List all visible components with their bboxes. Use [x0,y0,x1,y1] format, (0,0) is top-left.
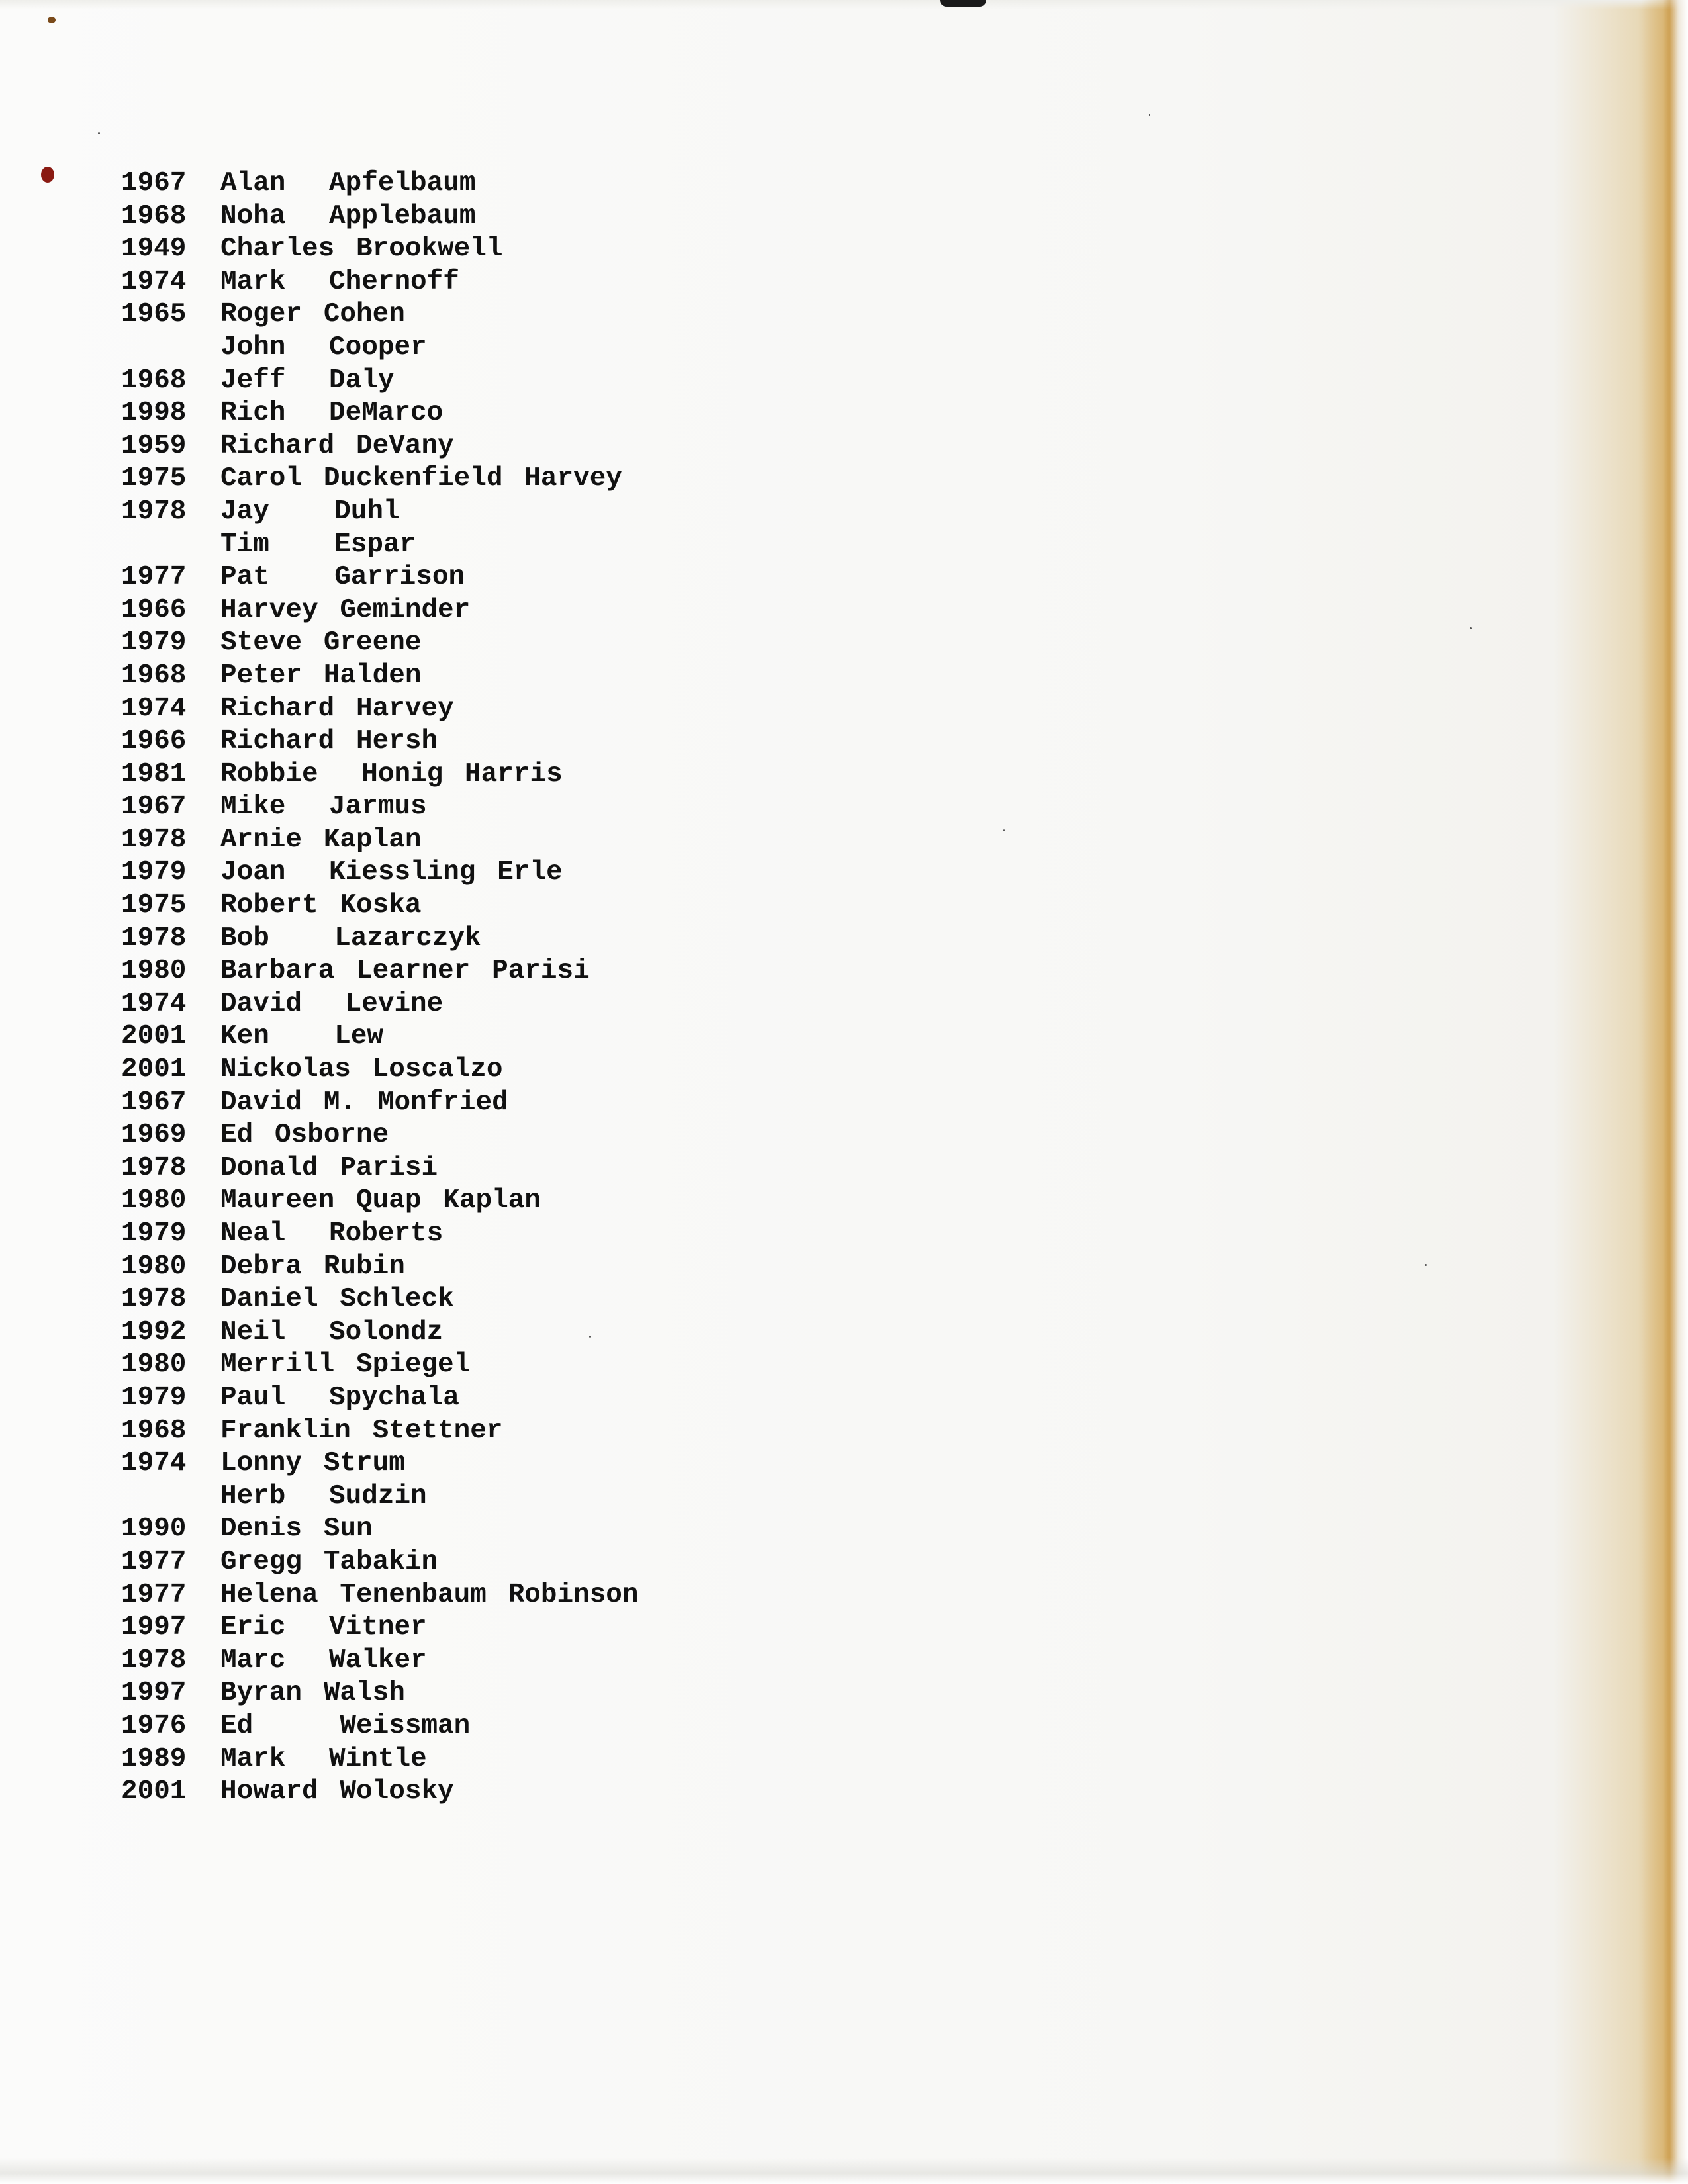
entry-year: 1975 [121,463,187,494]
roster-entry [121,1251,639,1284]
alumni-roster [121,167,639,1809]
roster-entry [121,561,639,594]
entry-year: 1966 [121,594,187,625]
roster-entry [121,1349,639,1382]
entry-name: Helena Tenenbaum Robinson [220,1579,639,1610]
roster-entry [121,627,639,660]
entry-year: 1968 [121,365,187,396]
entry-year: 1974 [121,988,187,1019]
entry-name: Tim Espar [220,529,416,560]
entry-year: 1990 [121,1514,187,1545]
roster-entry [121,1710,639,1743]
roster-entry [121,889,639,923]
paper-right-edge [1642,0,1688,2184]
entry-year: 1978 [121,923,187,954]
entry-year: 1978 [121,824,187,855]
entry-name: Joan Kiessling Erle [220,857,563,888]
roster-entry [121,1119,639,1152]
entry-year: 1967 [121,792,187,823]
entry-name: David Levine [220,988,444,1019]
entry-year: 1979 [121,627,187,659]
entry-name: Jay Duhl [220,496,400,527]
roster-entry [121,430,639,463]
entry-year: 1992 [121,1316,187,1347]
entry-year: 1980 [121,1251,187,1282]
entry-name: Marc Walker [220,1645,427,1676]
roster-entry [121,1415,639,1448]
entry-year: 2001 [121,1021,187,1052]
entry-name: Richard Harvey [220,693,454,724]
entry-name: Mike Jarmus [220,792,427,823]
roster-entry [121,233,639,266]
entry-year: 1968 [121,1415,187,1446]
entry-year: 1968 [121,201,187,232]
entry-year: 1967 [121,1087,187,1118]
roster-entry [121,332,639,365]
entry-year: 1997 [121,1612,187,1643]
entry-year: 1967 [121,168,187,199]
entry-year: 1975 [121,890,187,921]
entry-year: 1979 [121,857,187,888]
entry-year: 1980 [121,1349,187,1381]
entry-year: 1978 [121,496,187,527]
entry-year: 1969 [121,1120,187,1151]
entry-name: Carol Duckenfield Harvey [220,463,622,494]
entry-year: 1949 [121,234,187,265]
entry-name: Neal Roberts [220,1218,444,1249]
entry-name: Mark Wintle [220,1743,427,1774]
dust-speck [1149,114,1150,116]
dust-speck [1003,829,1005,831]
paper-top-edge [0,0,1688,9]
entry-year: 1974 [121,266,187,297]
dust-speck [98,132,100,134]
entry-year: 1974 [121,1448,187,1479]
entry-name: Bob Lazarczyk [220,923,481,954]
entry-name: Alan Apfelbaum [220,168,476,199]
roster-entry [121,923,639,956]
entry-name: Denis Sun [220,1514,373,1545]
entry-year: 1979 [121,1218,187,1249]
entry-year: 2001 [121,1776,187,1807]
entry-year: 1980 [121,956,187,987]
roster-entry [121,1283,639,1316]
roster-entry [121,988,639,1021]
roster-entry [121,1218,639,1251]
entry-year: 1978 [121,1645,187,1676]
entry-name: Roger Cohen [220,299,405,330]
roster-entry [121,1087,639,1120]
roster-entry [121,1382,639,1415]
entry-year: 1989 [121,1743,187,1774]
ink-stain [41,167,54,183]
entry-year: 1966 [121,726,187,757]
roster-entry [121,167,639,201]
entry-year: 1959 [121,430,187,461]
roster-entry [121,1612,639,1645]
entry-name: Gregg Tabakin [220,1546,438,1577]
entry-year: 1978 [121,1284,187,1315]
roster-entry [121,496,639,529]
roster-entry [121,791,639,824]
roster-entry [121,1776,639,1809]
entry-name: Noha Applebaum [220,201,476,232]
roster-entry [121,298,639,332]
entry-name: Franklin Stettner [220,1415,503,1446]
roster-entry [121,1546,639,1579]
entry-name: Rich DeMarco [220,398,444,429]
entry-year: 1981 [121,758,187,790]
roster-entry [121,201,639,234]
entry-name: Harvey Geminder [220,594,471,625]
entry-year: 1980 [121,1185,187,1216]
entry-name: Nickolas Loscalzo [220,1054,503,1085]
roster-entry [121,1054,639,1087]
roster-entry [121,856,639,889]
roster-entry [121,1480,639,1514]
entry-year: 1978 [121,1152,187,1183]
entry-year: 1979 [121,1382,187,1413]
entry-name: David M. Monfried [220,1087,508,1118]
roster-entry [121,660,639,693]
roster-entry [121,1645,639,1678]
roster-entry [121,1021,639,1054]
entry-name: Lonny Strum [220,1448,405,1479]
ink-stain [48,17,56,23]
roster-entry [121,955,639,988]
entry-name: Howard Wolosky [220,1776,454,1807]
roster-entry [121,1185,639,1218]
entry-name: Jeff Daly [220,365,395,396]
roster-entry [121,1316,639,1349]
entry-name: Debra Rubin [220,1251,405,1282]
roster-entry [121,365,639,398]
entry-name: Steve Greene [220,627,422,659]
entry-name: Merrill Spiegel [220,1349,471,1381]
entry-name: Daniel Schleck [220,1284,454,1315]
dust-speck [1425,1264,1427,1266]
entry-name: Herb Sudzin [220,1480,427,1512]
binder-clip-mark [940,0,986,7]
entry-name: Robert Koska [220,890,422,921]
entry-name: Richard Hersh [220,726,438,757]
entry-name: Eric Vitner [220,1612,427,1643]
roster-entry [121,266,639,299]
roster-entry [121,725,639,758]
roster-entry [121,529,639,562]
roster-entry [121,758,639,792]
entry-name: Robbie Honig Harris [220,758,563,790]
entry-name: Donald Parisi [220,1152,438,1183]
entry-name: Byran Walsh [220,1678,405,1709]
roster-entry [121,463,639,496]
roster-entry [121,1152,639,1185]
entry-year: 2001 [121,1054,187,1085]
roster-entry [121,824,639,857]
entry-name: Ed Osborne [220,1120,389,1151]
entry-year: 1977 [121,562,187,593]
entry-name: Maureen Quap Kaplan [220,1185,541,1216]
entry-year: 1998 [121,398,187,429]
roster-entry [121,693,639,726]
roster-entry [121,1579,639,1612]
paper-bottom-edge [0,2158,1688,2184]
entry-name: Charles Brookwell [220,234,503,265]
entry-name: Arnie Kaplan [220,824,422,855]
entry-name: Peter Halden [220,660,422,691]
entry-name: Mark Chernoff [220,266,459,297]
roster-entry [121,1447,639,1480]
entry-name: Barbara Learner Parisi [220,956,590,987]
roster-entry [121,1513,639,1546]
roster-entry [121,1743,639,1776]
entry-name: Ken Lew [220,1021,384,1052]
entry-year: 1997 [121,1678,187,1709]
entry-year: 1974 [121,693,187,724]
entry-name: Paul Spychala [220,1382,459,1413]
entry-year: 1965 [121,299,187,330]
entry-year: 1977 [121,1579,187,1610]
entry-year: 1977 [121,1546,187,1577]
entry-year: 1968 [121,660,187,691]
entry-name: John Cooper [220,332,427,363]
entry-name: Pat Garrison [220,562,465,593]
entry-year: 1976 [121,1710,187,1741]
entry-name: Neil Solondz [220,1316,444,1347]
entry-name: Ed Weissman [220,1710,471,1741]
dust-speck [1470,627,1472,629]
roster-entry [121,397,639,430]
roster-entry [121,594,639,627]
entry-name: Richard DeVany [220,430,454,461]
roster-entry [121,1677,639,1710]
